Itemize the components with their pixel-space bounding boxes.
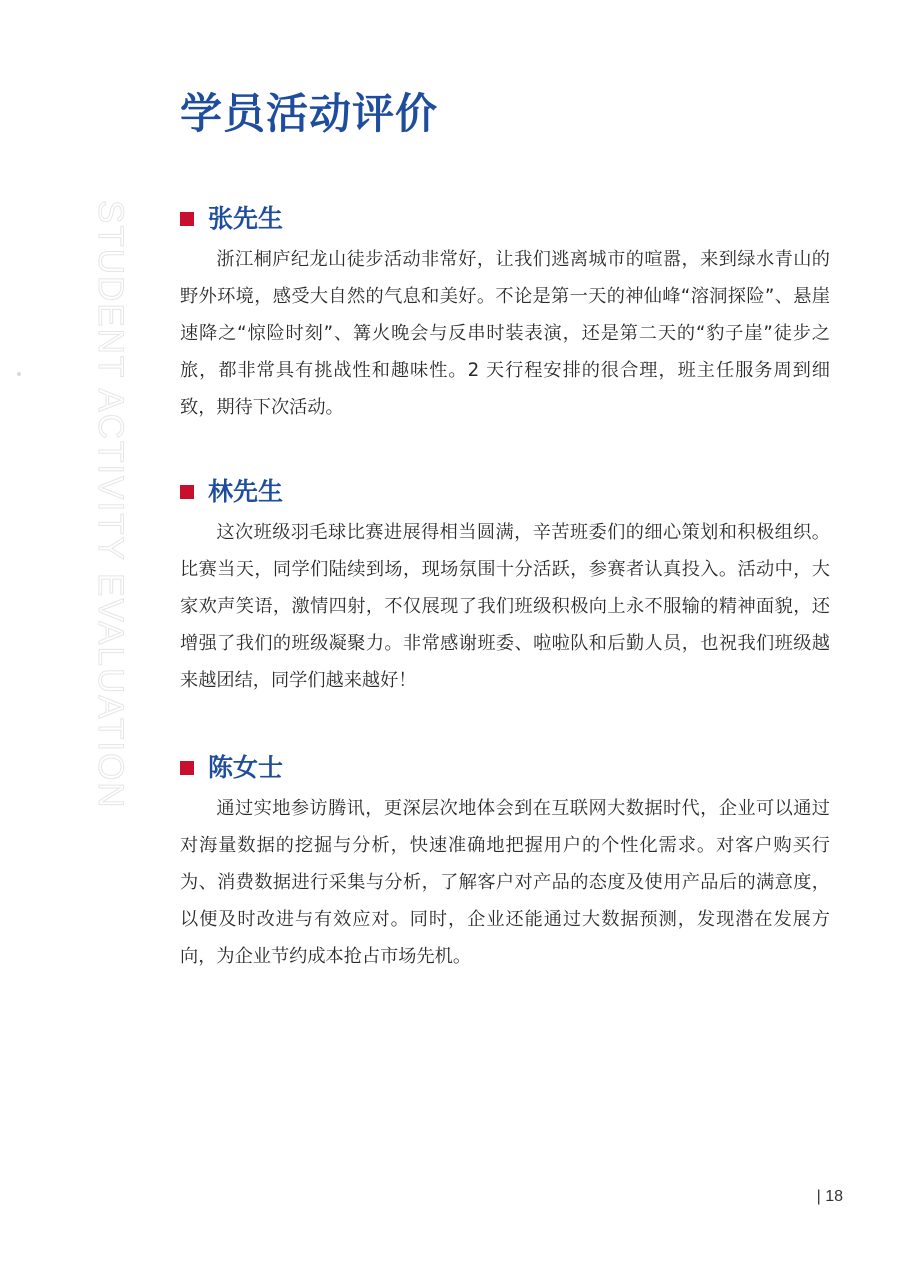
page-number: | 18 [816, 1188, 843, 1205]
decorative-dot [17, 372, 21, 376]
side-watermark-label: STUDENT ACTIVITY EVALUATION [91, 200, 130, 810]
section-header [180, 201, 830, 237]
red-square-bullet-icon [180, 761, 194, 775]
review-text: 这次班级羽毛球比赛进展得相当圆满，辛苦班委们的细心策划和积极组织。比赛当天，同学们陆续到场，现场氛围十分活跃，参赛者认真投入。活动中，大家欢声笑语，激情四射，不仅展现了我们班级积极向上永不服输的精神面貌，还增强了我们的班级凝聚力。非常感谢班委、啦啦队和后勤人员，也祝我们班级越来越团结，同学们越来越好！ [180, 522, 830, 691]
page-title: 学员活动评价 [180, 89, 439, 138]
section-header [180, 750, 830, 786]
section-header [180, 474, 830, 510]
red-square-bullet-icon [180, 485, 194, 499]
red-square-bullet-icon [180, 212, 194, 226]
reviewer-name: 陈女士 [208, 753, 284, 782]
reviewer-name: 林先生 [208, 477, 284, 506]
review-section-1 [180, 201, 830, 426]
reviewer-name: 张先生 [208, 204, 284, 233]
review-text: 通过实地参访腾讯，更深层次地体会到在互联网大数据时代，企业可以通过对海量数据的挖掘与分析，快速准确地把握用户的个性化需求。对客户购买行为、消费数据进行采集与分析，了解客户对产品的态度及使用产品后的满意度，以便及时改进与有效应对。同时，企业还能通过大数据预测，发现潜在发展方向，为企业节约成本抢占市场先机。 [180, 798, 830, 967]
review-text: 浙江桐庐纪龙山徒步活动非常好，让我们逃离城市的喧嚣，来到绿水青山的野外环境，感受大自然的气息和美好。不论是第一天的神仙峰“溶洞探险”、悬崖速降之“惊险时刻”、篝火晚会与反串时装表演，还是第二天的“豹子崖”徒步之旅，都非常具有挑战性和趣味性。2 天行程安排的很合理，班主任服务周到细致，期待下次活动。 [180, 249, 830, 418]
review-section-2 [180, 474, 830, 699]
review-section-3 [180, 750, 830, 975]
